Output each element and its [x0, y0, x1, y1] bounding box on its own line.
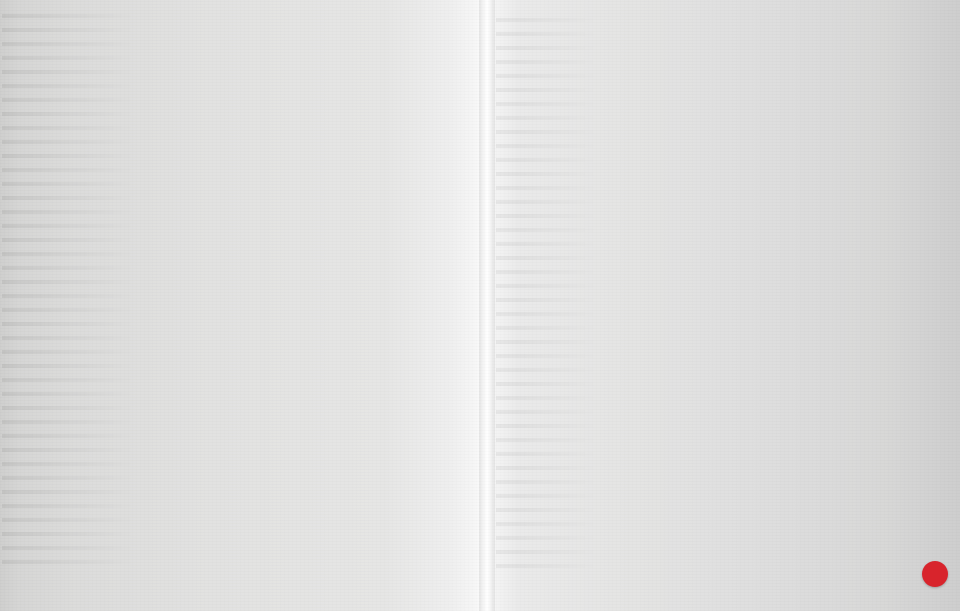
- toc-page-right: [480, 0, 960, 611]
- watermark-badge: [922, 561, 948, 587]
